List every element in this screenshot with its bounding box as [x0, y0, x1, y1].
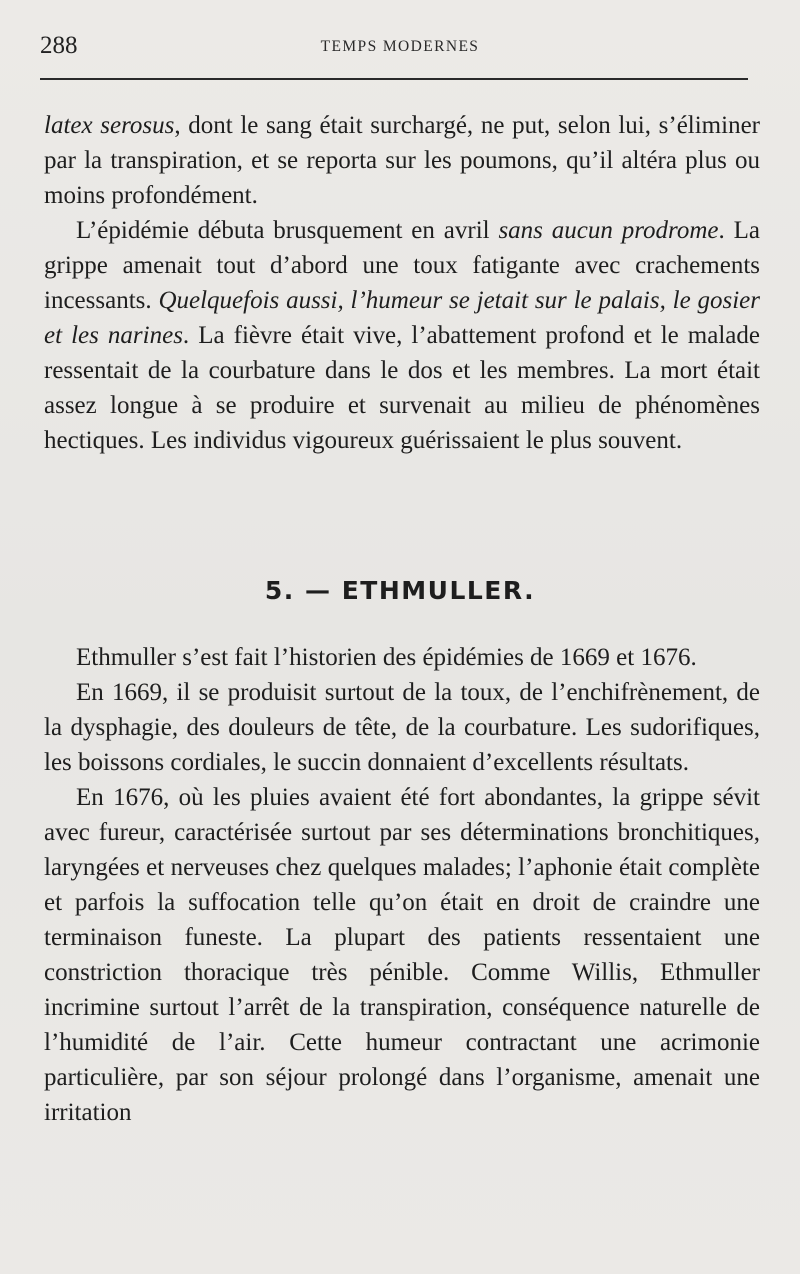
italic-text: latex serosus	[44, 112, 175, 139]
section-heading: 5. — ETHMULLER.	[264, 576, 536, 605]
running-head: TEMPS MODERNES	[320, 38, 480, 55]
text-block-continuation	[44, 108, 760, 458]
header-rule	[40, 78, 748, 80]
paragraph: En 1669, il se produisit surtout de la toux, de l’enchifrènement, de la dysphagie, des douleurs de tête, de la courbature. Les sudorifiques, les boissons cordiales, le succin donnaient d’excellents résultats.	[44, 679, 760, 776]
text-run: , dont le sang était surchargé, ne put, selon lui, s’éliminer par la transpiration, et se reporta sur les poumons, qu’il altéra plus ou moins profondément.	[44, 112, 760, 209]
italic-text: Quelquefois aussi, l’humeur se jetait sur le palais, le gosier et les narines	[44, 287, 760, 349]
paragraph	[44, 108, 760, 213]
text-run: . La grippe amenait tout d’abord une toux fatigante avec crachements incessants.	[44, 217, 760, 314]
text-run: L’épidémie débuta brusquement en avril	[76, 217, 499, 244]
page-number: 288	[40, 32, 78, 59]
text-block-ethmuller	[44, 640, 760, 1130]
page-header	[40, 28, 760, 68]
paragraph: Ethmuller s’est fait l’historien des épidémies de 1669 et 1676.	[76, 644, 697, 671]
italic-text: sans aucun prodrome	[498, 217, 719, 244]
text-run: . La fièvre était vive, l’abattement profond et le malade ressentait de la courbature dans le dos et les membres. La mort était assez longue à se produire et survenait au milieu de phénomènes hectiques. Les individus vigoureux guérissaient le plus souvent.	[44, 322, 760, 454]
paragraph	[44, 213, 760, 458]
paragraph: En 1676, où les pluies avaient été fort abondantes, la grippe sévit avec fureur, caractérisée surtout par ses déterminations bronchitiques, laryngées et nerveuses chez quelques malades; l’aphonie était complète et parfois la suffocation telle qu’on était en droit de craindre une terminaison funeste. La plupart des patients ressentaient une constriction thoracique très pénible. Comme Willis, Ethmuller incrimine surtout l’arrêt de la transpiration, conséquence naturelle de l’humidité de l’air. Cette humeur contractant une acrimonie particulière, par son séjour prolongé dans l’organisme, amenait une irritation	[44, 784, 760, 1126]
